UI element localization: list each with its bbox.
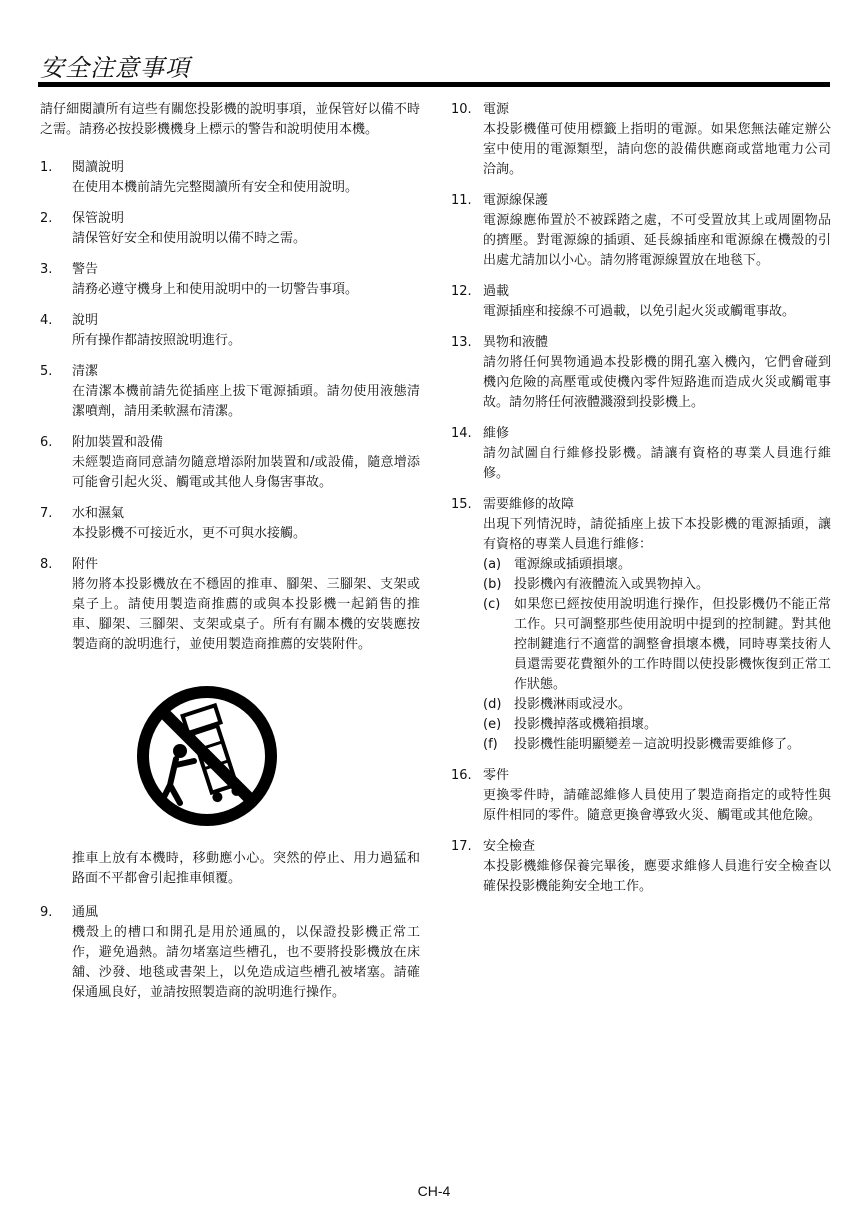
item-text: 更換零件時，請確認維修人員使用了製造商指定的或特性與原件相同的零件。隨意更換會導致火災、觸電或其他危險。	[483, 788, 831, 823]
item-text: 請勿試圖自行維修投影機。請讓有資格的專業人員進行維修。	[483, 446, 831, 481]
right-column	[451, 100, 831, 908]
item-number: 3.	[40, 262, 53, 277]
item-text: 未經製造商同意請勿隨意增添附加裝置和/或設備，隨意增添可能會引起火災、觸電或其他人身傷害事故。	[72, 455, 420, 490]
list-item	[40, 311, 420, 351]
item-text: 在清潔本機前請先從插座上拔下電源插頭。請勿使用液態清潔噴劑，請用柔軟濕布清潔。	[72, 384, 420, 419]
sub-list-item	[483, 715, 831, 735]
sub-item-text: 電源線或插頭損壞。	[514, 557, 632, 572]
left-column	[40, 100, 420, 1014]
item-number: 17.	[451, 839, 472, 854]
cart-tip-over-warning-icon	[132, 681, 282, 831]
item-title: 附件	[72, 557, 99, 572]
item-number: 4.	[40, 313, 53, 328]
list-item	[451, 424, 831, 484]
item-number: 7.	[40, 506, 53, 521]
list-item	[451, 766, 831, 826]
list-item	[451, 100, 831, 180]
list-item	[40, 158, 420, 198]
sub-list-item	[483, 695, 831, 715]
list-item	[40, 209, 420, 249]
item-text: 在使用本機前請先完整閱讀所有安全和使用說明。	[72, 180, 359, 195]
intro-paragraph: 請仔細閱讀所有這些有關您投影機的說明事項，並保管好以備不時之需。請務必按投影機機身上標示的警告和說明使用本機。	[40, 102, 420, 137]
item-title: 異物和液體	[483, 335, 549, 350]
item-number: 12.	[451, 284, 472, 299]
sub-item-text: 投影機內有液體流入或異物掉入。	[514, 577, 710, 592]
sub-list-item	[483, 555, 831, 575]
list-item	[451, 837, 831, 897]
sub-item-label: (b)	[483, 577, 502, 592]
item-title: 需要維修的故障	[483, 497, 575, 512]
item-title: 水和濕氣	[72, 506, 125, 521]
sub-list-item	[483, 735, 831, 755]
list-item	[451, 495, 831, 755]
title-rule	[38, 82, 830, 87]
figure-caption: 推車上放有本機時，移動應小心。突然的停止、用力過猛和路面不平都會引起推車傾覆。	[72, 851, 420, 886]
item-title: 電源線保護	[483, 193, 549, 208]
item-number: 16.	[451, 768, 472, 783]
item-number: 13.	[451, 335, 472, 350]
sub-item-label: (e)	[483, 717, 502, 732]
item-number: 8.	[40, 557, 53, 572]
list-item	[40, 903, 420, 1003]
item-text: 請保管好安全和使用說明以備不時之需。	[72, 231, 307, 246]
item-text: 所有操作都請按照說明進行。	[72, 333, 242, 348]
item-title: 電源	[483, 102, 510, 117]
item-text: 本投影機不可接近水，更不可與水接觸。	[72, 526, 307, 541]
list-item	[40, 260, 420, 300]
item-number: 2.	[40, 211, 53, 226]
item-number: 9.	[40, 905, 53, 920]
sub-item-label: (c)	[483, 597, 501, 612]
item-title: 過載	[483, 284, 510, 299]
sub-list	[483, 555, 831, 755]
page-title: 安全注意事項	[40, 54, 190, 82]
item-number: 6.	[40, 435, 53, 450]
cart-warning-figure	[70, 681, 415, 831]
page-number: CH-4	[417, 1183, 451, 1199]
list-item	[40, 504, 420, 544]
item-number: 1.	[40, 160, 53, 175]
item-title: 零件	[483, 768, 510, 783]
item-text: 出現下列情況時，請從插座上拔下本投影機的電源插頭，讓有資格的專業人員進行維修：	[483, 517, 831, 552]
item-title: 通風	[72, 905, 99, 920]
item-number: 14.	[451, 426, 472, 441]
sub-list-item	[483, 575, 831, 595]
list-item	[40, 555, 420, 655]
sub-item-label: (a)	[483, 557, 502, 572]
item-number: 15.	[451, 497, 472, 512]
sub-list-item	[483, 595, 831, 695]
sub-item-text: 投影機掉落或機箱損壞。	[514, 717, 658, 732]
sub-item-text: 如果您已經按使用說明進行操作，但投影機仍不能正常工作。只可調整那些使用說明中提到的控制鍵。對其他控制鍵進行不適當的調整會損壞本機，同時專業技術人員還需要花費額外的工作時間以使投影機恢復到正常工作狀態。	[514, 597, 831, 692]
list-item	[451, 282, 831, 322]
sub-item-label: (d)	[483, 697, 502, 712]
item-number: 5.	[40, 364, 53, 379]
item-text: 本投影機僅可使用標籤上指明的電源。如果您無法確定辦公室中使用的電源類型，請向您的設備供應商或當地電力公司洽詢。	[483, 122, 831, 177]
list-item	[451, 333, 831, 413]
item-title: 維修	[483, 426, 510, 441]
sub-item-text: 投影機淋雨或浸水。	[514, 697, 632, 712]
item-text: 電源插座和接線不可過載，以免引起火災或觸電事故。	[483, 304, 796, 319]
item-title: 保管說明	[72, 211, 125, 226]
item-text: 請務必遵守機身上和使用說明中的一切警告事項。	[72, 282, 359, 297]
item-title: 清潔	[72, 364, 99, 379]
item-number: 10.	[451, 102, 472, 117]
list-item	[40, 362, 420, 422]
list-item	[451, 191, 831, 271]
item-text: 本投影機維修保養完畢後，應要求維修人員進行安全檢查以確保投影機能夠安全地工作。	[483, 859, 831, 894]
item-title: 閱讀說明	[72, 160, 125, 175]
item-text: 機殼上的槽口和開孔是用於通風的，以保證投影機正常工作，避免過熱。請勿堵塞這些槽孔，也不要將投影機放在床舖、沙發、地毯或書架上，以免造成這些槽孔被堵塞。請確保通風良好，並請按照製造商的說明進行操作。	[72, 925, 420, 1000]
item-number: 11.	[451, 193, 472, 208]
sub-item-text: 投影機性能明顯變差－這說明投影機需要維修了。	[514, 737, 801, 752]
item-title: 說明	[72, 313, 99, 328]
sub-item-label: (f)	[483, 737, 498, 752]
item-text: 請勿將任何異物通過本投影機的開孔塞入機內，它們會碰到機內危險的高壓電或使機內零件短路進而造成火災或觸電事故。請勿將任何液體濺潑到投影機上。	[483, 355, 831, 410]
item-title: 安全檢查	[483, 839, 536, 854]
item-text: 電源線應佈置於不被踩踏之處，不可受置放其上或周圍物品的擠壓。對電源線的插頭、延長線插座和電源線在機殼的引出處尤請加以小心。請勿將電源線置放在地毯下。	[483, 213, 831, 268]
list-item	[40, 433, 420, 493]
item-title: 附加裝置和設備	[72, 435, 164, 450]
item-text: 將勿將本投影機放在不穩固的推車、腳架、三腳架、支架或桌子上。請使用製造商推薦的或與本投影機一起銷售的推車、腳架、三腳架、支架或桌子。所有有關本機的安裝應按製造商的說明進行，並使用製造商推薦的安裝附件。	[72, 577, 420, 652]
item-title: 警告	[72, 262, 99, 277]
